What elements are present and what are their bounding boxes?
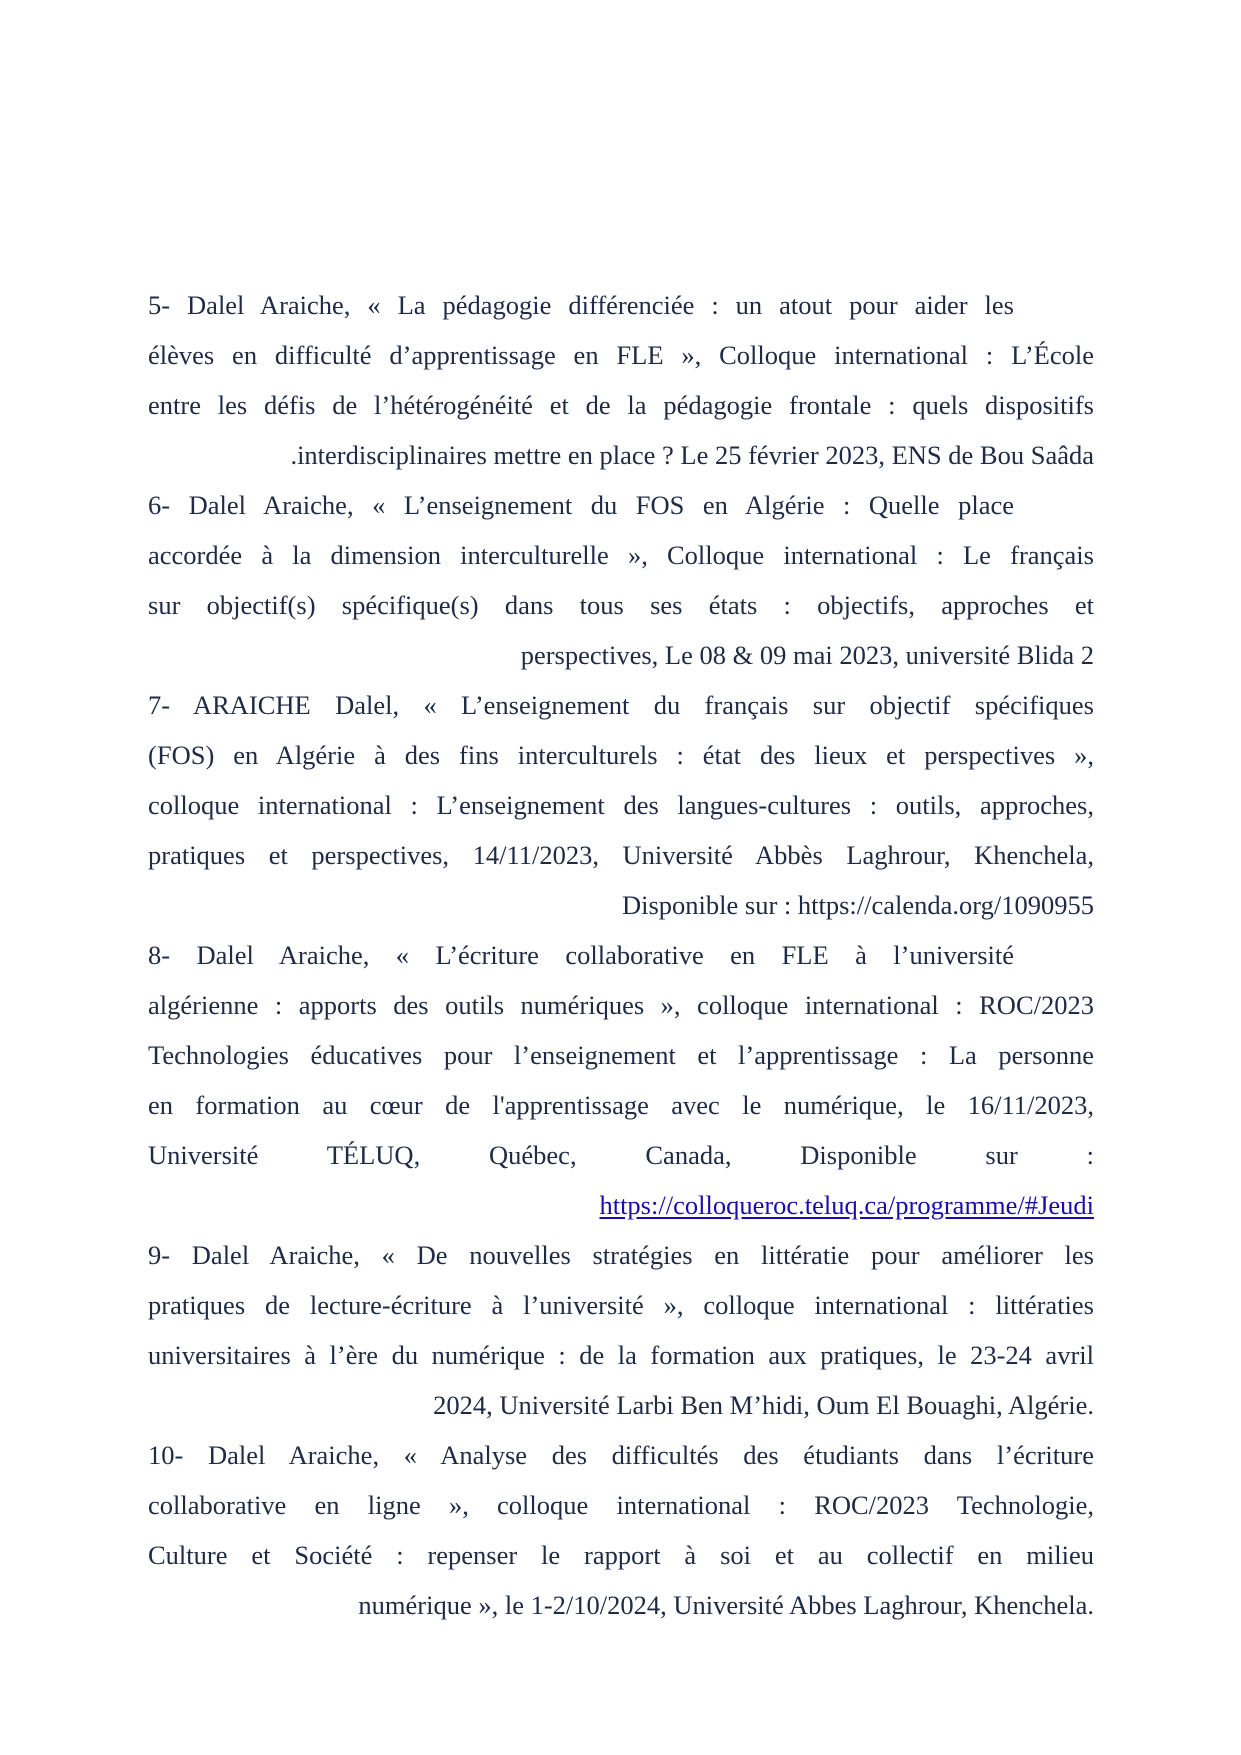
ref-10-line-2: collaborative en ligne », colloque international : ROC/2023 Technologie, — [148, 1490, 1094, 1520]
ref-8-line-5: Université TÉLUQ, Québec, Canada, Disponible sur : — [148, 1140, 1094, 1170]
ref-6-line-4: perspectives, Le 08 & 09 mai 2023, université Blida 2 — [520, 640, 1094, 670]
ref-10-line-4: numérique », le 1-2/10/2024, Université Abbes Laghrour, Khenchela. — [358, 1590, 1094, 1620]
ref-7-line-5: Disponible sur : https://calenda.org/1090955 — [621, 890, 1094, 920]
ref-5-line-1: 5- Dalel Araiche, « La pédagogie différenciée : un atout pour aider les — [148, 290, 1014, 320]
ref-8-line-1: 8- Dalel Araiche, « L’écriture collaborative en FLE à l’université — [148, 940, 1014, 970]
ref-6-line-3: sur objectif(s) spécifique(s) dans tous ses états : objectifs, approches et — [148, 590, 1094, 620]
ref-5-line-2: élèves en difficulté d’apprentissage en FLE », Colloque international : L’École — [148, 340, 1094, 370]
ref-9-line-1: 9- Dalel Araiche, « De nouvelles stratégies en littératie pour améliorer les — [148, 1240, 1094, 1270]
ref-6-line-2: accordée à la dimension interculturelle », Colloque international : Le français — [148, 540, 1094, 570]
ref-8-line-4: en formation au cœur de l'apprentissage avec le numérique, le 16/11/2023, — [148, 1090, 1094, 1120]
ref-8-line-2: algérienne : apports des outils numériques », colloque international : ROC/2023 — [148, 990, 1094, 1020]
ref-9-line-3: universitaires à l’ère du numérique : de la formation aux pratiques, le 23-24 avril — [148, 1340, 1094, 1370]
ref-9-line-2: pratiques de lecture-écriture à l’université », colloque international : littératies — [148, 1290, 1094, 1320]
ref-7-line-1: 7- ARAICHE Dalel, « L’enseignement du français sur objectif spécifiques — [148, 690, 1094, 720]
ref-10-line-3: Culture et Société : repenser le rapport à soi et au collectif en milieu — [148, 1540, 1094, 1570]
ref-9-line-4: 2024, Université Larbi Ben M’hidi, Oum El Bouaghi, Algérie. — [433, 1390, 1094, 1420]
ref-6-line-1: 6- Dalel Araiche, « L’enseignement du FOS en Algérie : Quelle place — [148, 490, 1014, 520]
ref-7-line-3: colloque international : L’enseignement des langues-cultures : outils, approches, — [148, 790, 1094, 820]
ref-7-line-2: (FOS) en Algérie à des fins interculturels : état des lieux et perspectives », — [148, 740, 1094, 770]
ref-10-line-1: 10- Dalel Araiche, « Analyse des difficultés des étudiants dans l’écriture — [148, 1440, 1094, 1470]
ref-5-line-3: entre les défis de l’hétérogénéité et de la pédagogie frontale : quels dispositifs — [148, 390, 1094, 420]
ref-7-line-4: pratiques et perspectives, 14/11/2023, Université Abbès Laghrour, Khenchela, — [148, 840, 1094, 870]
ref-8-line-3: Technologies éducatives pour l’enseignement et l’apprentissage : La personne — [148, 1040, 1094, 1070]
ref-8-link-line — [148, 1180, 1094, 1230]
ref-5-line-4: .interdisciplinaires mettre en place ? Le 25 février 2023, ENS de Bou Saâda — [290, 440, 1094, 470]
teluq-program-link[interactable]: https://colloqueroc.teluq.ca/programme/#Jeudi — [599, 1190, 1094, 1220]
